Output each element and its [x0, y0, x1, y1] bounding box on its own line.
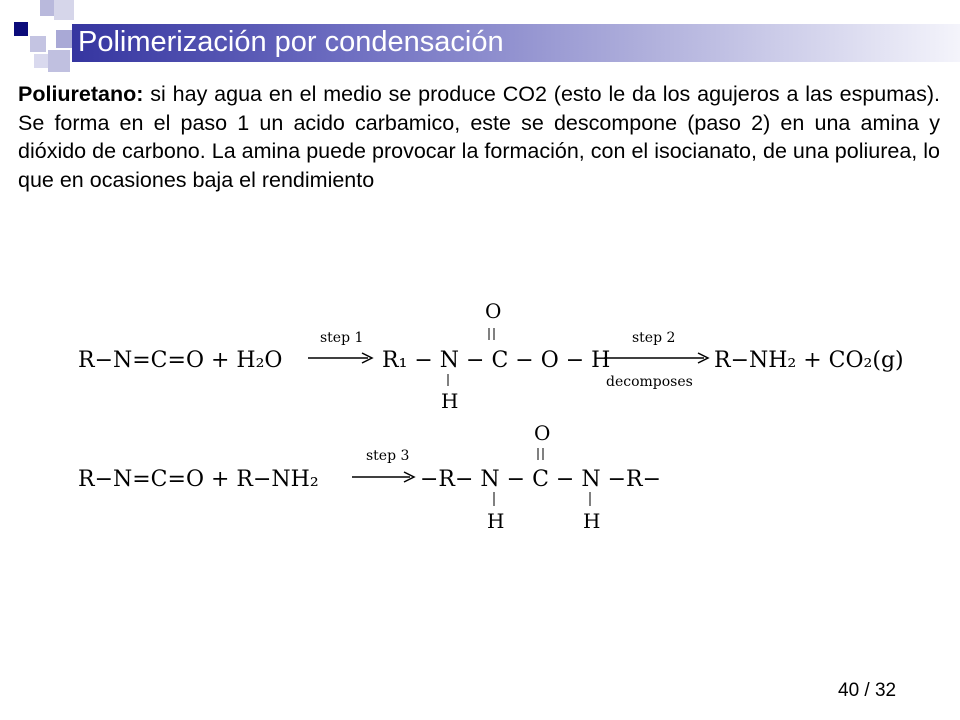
decor-square — [14, 22, 28, 36]
eq2-product-top: O — [534, 421, 551, 445]
eq2-step3-label: step 3 — [366, 448, 410, 464]
eq2-product-bottom-2: H — [583, 509, 601, 533]
eq1-step2-sublabel: decomposes — [606, 374, 693, 390]
decor-square — [34, 54, 48, 68]
eq1-intermediate-bottom: H — [441, 389, 459, 413]
eq1-step2-label: step 2 — [632, 330, 676, 346]
eq2-product: −R− N − C − N −R− — [420, 467, 662, 492]
body-bold-term: Poliuretano: — [18, 82, 144, 106]
eq1-products: R−NH₂ + CO₂(g) — [714, 348, 904, 373]
equation-2 — [70, 420, 950, 540]
eq1-step1-label: step 1 — [320, 330, 364, 346]
body-paragraph — [18, 80, 940, 194]
decor-square — [30, 36, 46, 52]
page-number: 40 / 32 — [838, 680, 897, 701]
decor-square — [54, 0, 74, 20]
slide-title: Polimerización por condensación — [78, 26, 504, 58]
eq2-product-bottom-1: H — [487, 509, 505, 533]
body-text: si hay agua en el medio se produce CO2 (esto le da los agujeros a las espumas). Se forma en el paso 1 un acido carbamico, este se descompone (paso 2) en una amina y dióxido de carbono. La amina puede provocar la formación, con el isocianato, de una poliurea, lo que en ocasiones baja el rendimiento — [18, 82, 940, 192]
eq1-reactants: R−N=C=O + H₂O — [78, 348, 283, 373]
decor-square — [48, 50, 70, 72]
eq1-intermediate-top: O — [485, 299, 502, 323]
title-bar — [72, 24, 960, 62]
eq1-intermediate: R₁ − N − C − O − H — [382, 348, 611, 373]
equation-1 — [70, 296, 950, 416]
eq2-reactants: R−N=C=O + R−NH₂ — [78, 467, 319, 492]
